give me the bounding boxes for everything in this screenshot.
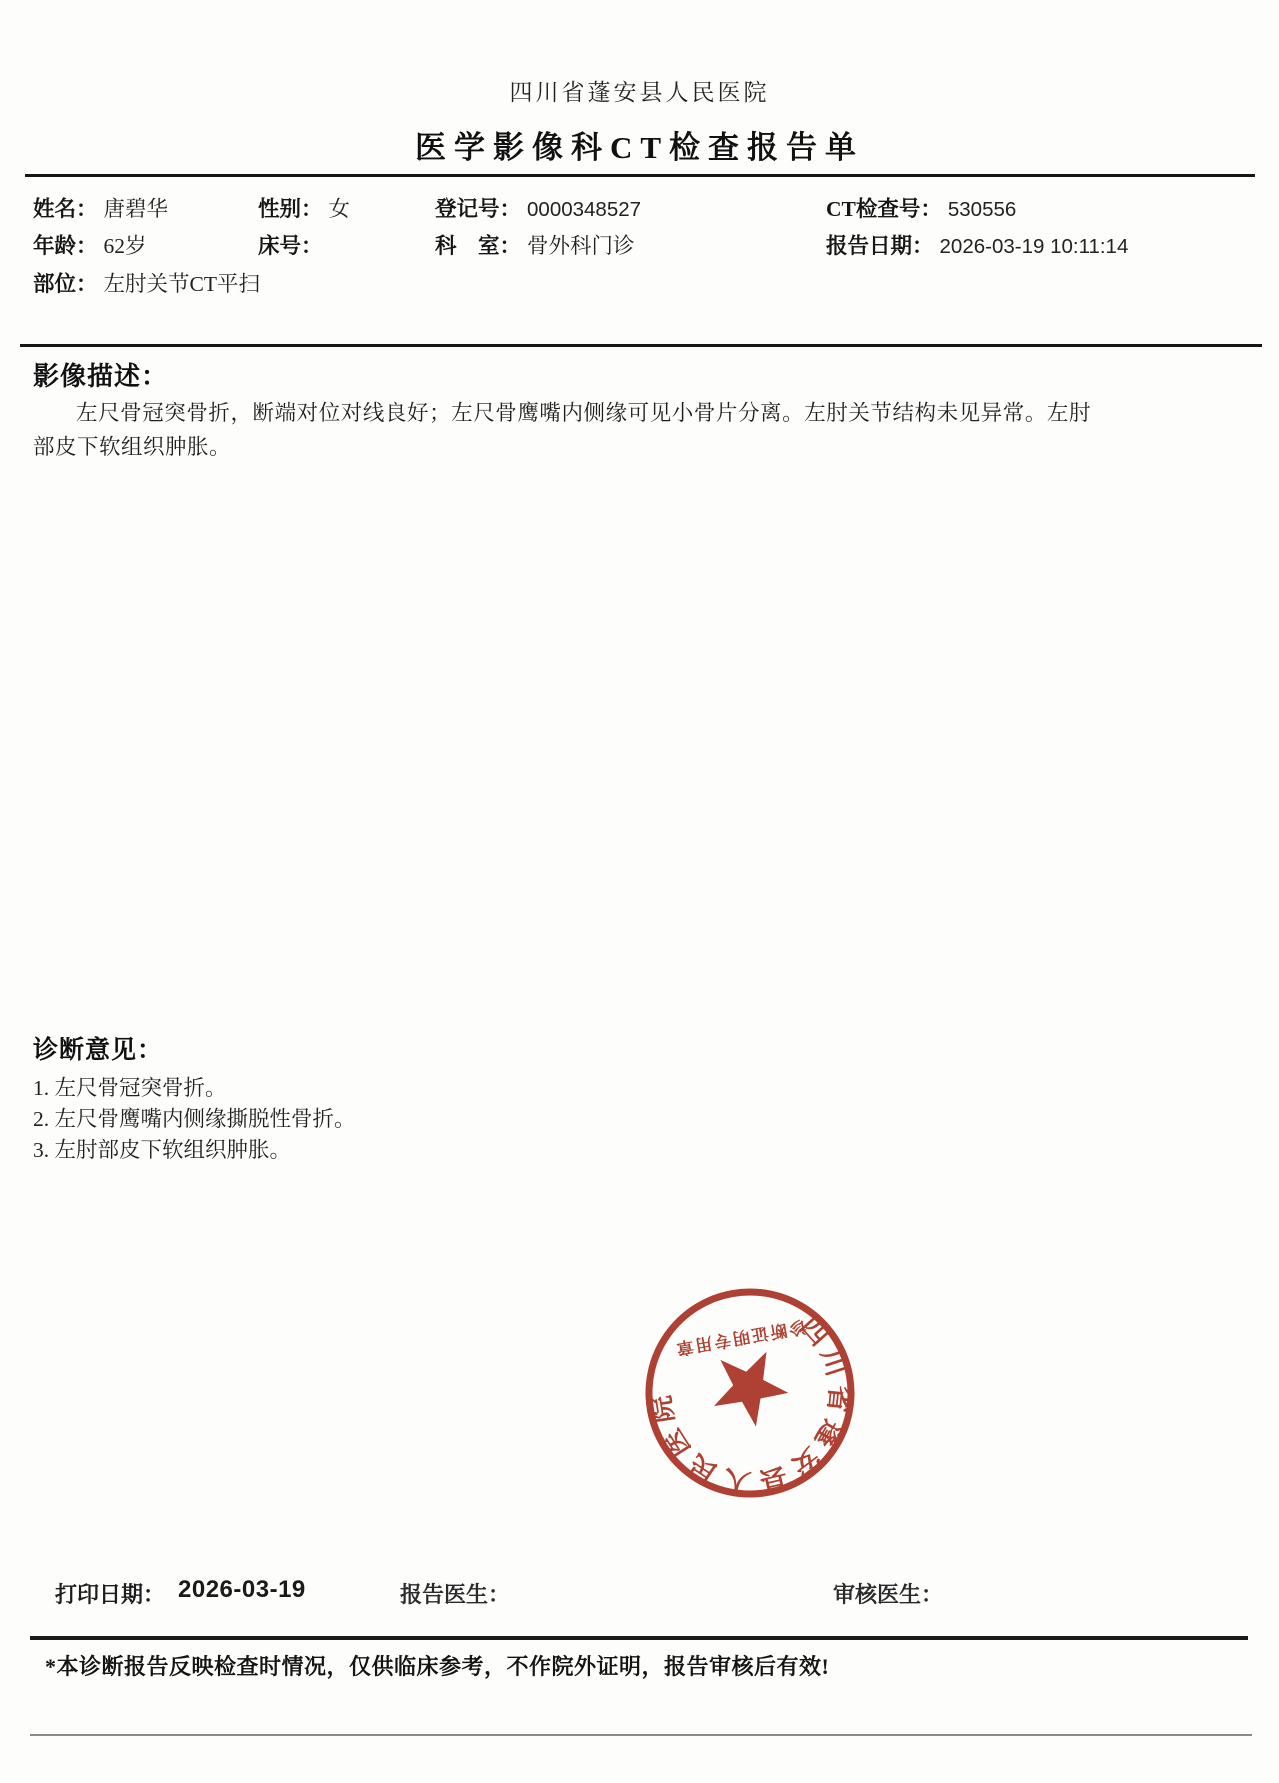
footer-divider bbox=[30, 1636, 1248, 1640]
bed-number-label: 床号： bbox=[258, 234, 323, 258]
print-date-label: 打印日期： bbox=[55, 1582, 166, 1607]
diagnosis-heading: 诊断意见： bbox=[33, 1037, 164, 1064]
description-divider bbox=[20, 344, 1262, 347]
ct-exam-number-label: CT检查号： bbox=[826, 197, 942, 221]
hospital-seal-graphic bbox=[623, 1266, 878, 1521]
gender-value: 女 bbox=[328, 197, 351, 221]
patient-name-field bbox=[33, 192, 168, 223]
description-heading: 影像描述： bbox=[33, 362, 169, 391]
hospital-seal-stamp bbox=[623, 1266, 878, 1521]
registration-number-label: 登记号： bbox=[435, 197, 522, 221]
department-label: 科 室： bbox=[435, 234, 522, 258]
page-title: 医学影像科CT检查报告单 bbox=[414, 130, 865, 165]
body-part-label: 部位： bbox=[33, 272, 98, 296]
hospital-name: 四川省蓬安县人民医院 bbox=[509, 80, 770, 105]
ct-exam-number-value: 530556 bbox=[947, 198, 1017, 221]
description-paragraph: 左尺骨冠突骨折，断端对位对线良好；左尺骨鹰嘴内侧缘可见小骨片分离。左肘关节结构未见异常。左肘部皮下软组织肿胀。 bbox=[33, 401, 1091, 459]
disclaimer-note: *本诊断报告反映检查时情况，仅供临床参考，不作院外证明，报告审核后有效! bbox=[45, 1654, 830, 1679]
report-date-label: 报告日期： bbox=[826, 234, 934, 258]
gender-label: 性别： bbox=[258, 197, 323, 221]
seal-inner-text: 诊断证明专用章 bbox=[673, 1316, 808, 1359]
age-field bbox=[33, 229, 147, 260]
ct-exam-number-field bbox=[826, 192, 1016, 223]
bed-number-value bbox=[323, 234, 329, 258]
patient-name-value: 唐碧华 bbox=[103, 197, 169, 221]
registration-number-field bbox=[435, 192, 641, 223]
star-icon bbox=[706, 1349, 793, 1433]
diagnosis-item: 2. 左尺骨鹰嘴内侧缘撕脱性骨折。 bbox=[33, 1107, 356, 1131]
department-field bbox=[435, 229, 635, 260]
age-value: 62岁 bbox=[103, 234, 147, 258]
title-divider bbox=[25, 174, 1255, 177]
diagnosis-list bbox=[33, 1073, 356, 1166]
patient-name-label: 姓名： bbox=[33, 197, 98, 221]
report-date-value: 2026-03-19 10:11:14 bbox=[939, 235, 1129, 258]
body-part-field bbox=[33, 267, 260, 298]
department-value: 骨外科门诊 bbox=[527, 234, 635, 258]
registration-number-value: 0000348527 bbox=[527, 198, 642, 221]
body-part-value: 左肘关节CT平扫 bbox=[103, 272, 260, 296]
print-date-value: 2026-03-19 bbox=[178, 1576, 306, 1603]
diagnosis-item: 1. 左尺骨冠突骨折。 bbox=[33, 1076, 227, 1100]
gender-field bbox=[258, 192, 350, 223]
report-doctor-label: 报告医生： bbox=[400, 1582, 511, 1607]
report-date-field bbox=[826, 229, 1128, 260]
bed-number-field bbox=[258, 229, 329, 260]
review-doctor-label: 审核医生： bbox=[833, 1582, 944, 1607]
diagnosis-item: 3. 左肘部皮下软组织肿胀。 bbox=[33, 1138, 292, 1162]
seal-ring-text: 四川省蓬安县人民医院 bbox=[644, 1311, 856, 1499]
age-label: 年龄： bbox=[33, 234, 98, 258]
bottom-divider bbox=[30, 1734, 1252, 1736]
